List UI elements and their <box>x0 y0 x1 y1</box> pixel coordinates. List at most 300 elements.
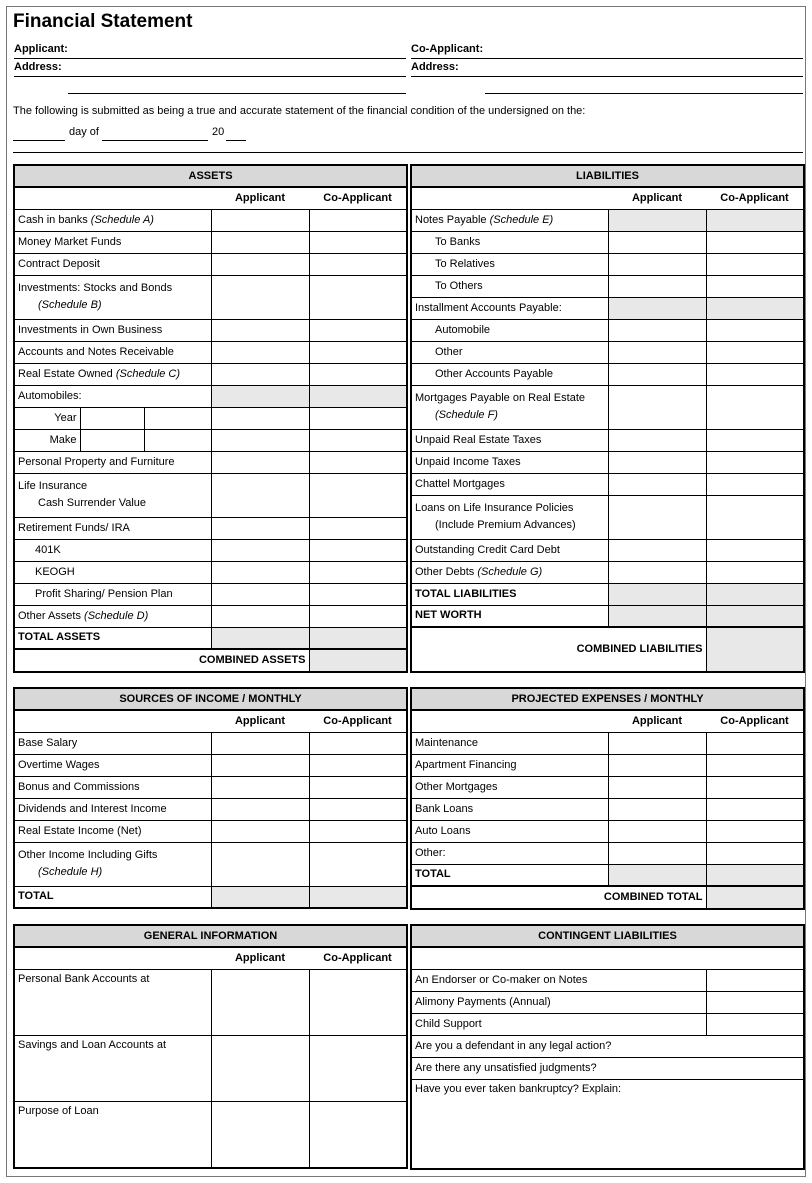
form-label: Contract Deposit <box>14 253 211 275</box>
assets-table <box>13 164 408 673</box>
form-label: (Schedule B) <box>38 299 102 311</box>
entry-cell[interactable] <box>706 842 804 864</box>
entry-cell[interactable] <box>309 842 407 886</box>
form-label: Real Estate Income (Net) <box>14 820 211 842</box>
form-label: 401K <box>14 539 211 561</box>
entry-cell[interactable] <box>211 429 309 451</box>
table-row <box>14 363 407 385</box>
form-label: Personal Property and Furniture <box>14 451 211 473</box>
entry-cell[interactable] <box>608 341 706 363</box>
label-cell <box>14 947 211 969</box>
form-label: Co-Applicant <box>706 187 804 209</box>
entry-cell[interactable] <box>608 776 706 798</box>
form-label: Maintenance <box>411 732 608 754</box>
form-label: Personal Bank Accounts at <box>14 969 211 1035</box>
col-applicant: Applicant <box>211 187 309 209</box>
table-row <box>14 451 407 473</box>
entry-cell[interactable] <box>706 969 804 991</box>
statement-text: The following is submitted as being a true and accurate statement of the financial condition of the undersigned on the: <box>13 105 586 117</box>
entry-cell[interactable] <box>309 583 407 605</box>
entry-cell[interactable] <box>608 495 706 539</box>
label-cell <box>14 363 211 385</box>
address-line-2[interactable] <box>68 93 406 94</box>
entry-cell[interactable] <box>211 407 309 429</box>
form-label: (Schedule C) <box>115 367 181 380</box>
total-assets-row <box>14 627 407 649</box>
entry-cell[interactable] <box>211 363 309 385</box>
form-label: Chattel Mortgages <box>411 473 608 495</box>
entry-cell[interactable] <box>608 451 706 473</box>
form-label: Applicant <box>211 947 309 969</box>
entry-cell[interactable] <box>309 561 407 583</box>
table-row <box>14 820 407 842</box>
shaded-cell <box>706 297 804 319</box>
table-row <box>14 732 407 754</box>
applicant-label: Applicant: <box>14 43 68 55</box>
entry-cell[interactable] <box>211 451 309 473</box>
form-label: (Schedule A) <box>90 213 154 226</box>
header-divider <box>13 152 803 153</box>
form-label: Dividends and Interest Income <box>14 798 211 820</box>
entry-cell[interactable] <box>706 732 804 754</box>
form-label: Are you a defendant in any legal action? <box>411 1035 804 1057</box>
entry-cell[interactable] <box>608 561 706 583</box>
entry-cell[interactable] <box>211 275 309 319</box>
income-table <box>13 687 408 909</box>
form-label: Alimony Payments (Annual) <box>411 991 706 1013</box>
coaddress-line-2[interactable] <box>485 93 803 94</box>
table-row <box>14 429 407 451</box>
table-row <box>14 969 407 1035</box>
table-row <box>14 1101 407 1168</box>
entry-cell[interactable] <box>211 319 309 341</box>
shaded-cell <box>608 209 706 231</box>
entry-cell[interactable] <box>608 363 706 385</box>
shaded-cell <box>706 627 804 672</box>
label-cell <box>14 605 211 627</box>
entry-cell[interactable] <box>706 820 804 842</box>
entry-cell[interactable] <box>80 429 144 451</box>
shaded-cell <box>608 297 706 319</box>
entry-cell[interactable] <box>309 253 407 275</box>
entry-cell[interactable] <box>309 1035 407 1101</box>
table-row <box>14 605 407 627</box>
label-cell <box>411 495 608 539</box>
entry-cell[interactable] <box>608 842 706 864</box>
entry-cell[interactable] <box>706 495 804 539</box>
form-label: Child Support <box>411 1013 706 1035</box>
form-label: Installment Accounts Payable: <box>411 297 608 319</box>
entry-cell[interactable] <box>706 341 804 363</box>
label-cell <box>14 275 211 319</box>
table-row <box>411 473 804 495</box>
form-label: Accounts and Notes Receivable <box>14 341 211 363</box>
coapplicant-line[interactable] <box>411 58 803 59</box>
form-label: (Schedule G) <box>477 565 543 578</box>
table-row <box>14 1035 407 1101</box>
form-label: Real Estate Owned <box>18 367 113 380</box>
entry-cell[interactable] <box>211 732 309 754</box>
entry-cell[interactable] <box>608 253 706 275</box>
entry-cell[interactable] <box>211 754 309 776</box>
form-label: Bonus and Commissions <box>14 776 211 798</box>
label-cell <box>411 561 608 583</box>
total-liabilities-row <box>411 583 804 605</box>
form-label: COMBINED TOTAL <box>411 886 706 909</box>
shaded-cell <box>211 385 309 407</box>
form-label: Outstanding Credit Card Debt <box>411 539 608 561</box>
table-row <box>14 583 407 605</box>
entry-cell[interactable] <box>706 798 804 820</box>
entry-cell[interactable] <box>309 732 407 754</box>
label-cell <box>411 710 608 732</box>
contingent-title: CONTINGENT LIABILITIES <box>411 925 804 947</box>
entry-cell[interactable] <box>706 231 804 253</box>
form-label: Other <box>411 341 608 363</box>
entry-cell[interactable] <box>608 231 706 253</box>
form-label: (Include Premium Advances) <box>435 519 576 531</box>
form-label: Profit Sharing/ Pension Plan <box>14 583 211 605</box>
table-row <box>411 842 804 864</box>
form-label: Base Salary <box>14 732 211 754</box>
entry-cell[interactable] <box>608 385 706 429</box>
form-label: TOTAL <box>14 886 211 908</box>
form-label: Year <box>14 407 80 429</box>
table-row <box>14 209 407 231</box>
entry-cell[interactable] <box>211 583 309 605</box>
shaded-cell <box>706 583 804 605</box>
form-label: Other Assets <box>18 609 81 622</box>
form-label: Automobiles: <box>14 385 211 407</box>
shaded-cell <box>608 605 706 627</box>
form-label: Savings and Loan Accounts at <box>14 1035 211 1101</box>
form-label: Bank Loans <box>411 798 608 820</box>
entry-cell[interactable] <box>706 754 804 776</box>
entry-cell[interactable] <box>706 776 804 798</box>
entry-cell[interactable] <box>211 842 309 886</box>
entry-cell[interactable] <box>608 319 706 341</box>
day-line[interactable] <box>13 140 65 141</box>
table-row <box>411 1079 804 1169</box>
table-row <box>411 798 804 820</box>
entry-cell[interactable] <box>309 798 407 820</box>
form-label: COMBINED LIABILITIES <box>411 627 706 672</box>
shaded-cell <box>211 886 309 908</box>
entry-cell[interactable] <box>706 991 804 1013</box>
form-label: Applicant <box>608 710 706 732</box>
table-row <box>14 341 407 363</box>
form-label: Investments: Stocks and Bonds <box>18 282 173 294</box>
shaded-cell <box>706 209 804 231</box>
entry-cell[interactable] <box>309 209 407 231</box>
entry-cell[interactable] <box>309 754 407 776</box>
entry-cell[interactable] <box>608 473 706 495</box>
form-label: Unpaid Real Estate Taxes <box>411 429 608 451</box>
month-line[interactable] <box>102 140 208 141</box>
form-label: Mortgages Payable on Real Estate <box>415 392 585 404</box>
combined-assets-row <box>14 649 407 672</box>
contingent-table <box>410 924 805 1170</box>
label-cell <box>411 947 804 969</box>
form-label: Cash Surrender Value <box>38 497 147 509</box>
table-row <box>14 798 407 820</box>
entry-cell[interactable] <box>309 605 407 627</box>
label-cell <box>14 710 211 732</box>
form-label: To Banks <box>411 231 608 253</box>
entry-cell[interactable] <box>309 1101 407 1168</box>
entry-cell[interactable] <box>309 473 407 517</box>
table-row <box>411 754 804 776</box>
form-label: Purpose of Loan <box>14 1101 211 1168</box>
form-label: Other Accounts Payable <box>411 363 608 385</box>
form-label: Life Insurance <box>18 480 88 492</box>
col-coapplicant: Co-Applicant <box>309 187 407 209</box>
entry-cell[interactable] <box>706 253 804 275</box>
form-label: Other Income Including Gifts <box>18 849 158 861</box>
form-label: (Schedule D) <box>84 609 149 622</box>
entry-cell[interactable] <box>211 253 309 275</box>
address-label: Address: <box>14 61 62 73</box>
shaded-cell <box>211 627 309 649</box>
form-label: Are there any unsatisfied judgments? <box>411 1057 804 1079</box>
entry-cell[interactable] <box>608 798 706 820</box>
shaded-cell <box>309 649 407 672</box>
entry-cell[interactable] <box>309 341 407 363</box>
form-label: (Schedule F) <box>435 409 498 421</box>
entry-cell[interactable] <box>211 969 309 1035</box>
entry-cell[interactable] <box>309 319 407 341</box>
table-row <box>14 231 407 253</box>
entry-cell[interactable] <box>211 341 309 363</box>
form-label: TOTAL LIABILITIES <box>411 583 608 605</box>
label-cell <box>14 842 211 886</box>
entry-cell[interactable] <box>309 539 407 561</box>
year-line[interactable] <box>226 140 246 141</box>
liabilities-title: LIABILITIES <box>411 165 804 187</box>
table-row <box>14 407 407 429</box>
table-row <box>411 539 804 561</box>
page-title: Financial Statement <box>13 11 193 32</box>
table-row <box>411 297 804 319</box>
form-label: Co-Applicant <box>309 947 407 969</box>
shaded-cell <box>706 864 804 886</box>
label-cell <box>411 385 608 429</box>
table-row <box>411 275 804 297</box>
table-row <box>14 253 407 275</box>
form-label: Other Debts <box>415 565 475 578</box>
table-row <box>411 732 804 754</box>
entry-cell[interactable] <box>608 539 706 561</box>
entry-cell[interactable] <box>706 385 804 429</box>
day-of-text: day of <box>69 126 99 138</box>
table-row <box>411 1035 804 1057</box>
liabilities-table <box>410 164 805 673</box>
entry-cell[interactable] <box>706 539 804 561</box>
entry-cell[interactable] <box>706 561 804 583</box>
assets-title: ASSETS <box>14 165 407 187</box>
entry-cell[interactable] <box>706 429 804 451</box>
label-cell <box>411 209 608 231</box>
table-row <box>14 539 407 561</box>
form-label: (Schedule E) <box>489 213 554 226</box>
label-cell <box>411 187 608 209</box>
entry-cell[interactable] <box>211 231 309 253</box>
entry-cell[interactable] <box>211 798 309 820</box>
form-label: TOTAL ASSETS <box>14 627 211 649</box>
table-row <box>14 517 407 539</box>
shaded-cell <box>309 886 407 908</box>
entry-cell[interactable] <box>706 1013 804 1035</box>
entry-cell[interactable] <box>144 407 211 429</box>
entry-cell[interactable] <box>309 451 407 473</box>
entry-cell[interactable] <box>706 451 804 473</box>
income-total-row <box>14 886 407 908</box>
form-label: Retirement Funds/ IRA <box>14 517 211 539</box>
entry-cell[interactable] <box>211 539 309 561</box>
form-label: Apartment Financing <box>411 754 608 776</box>
shaded-cell <box>608 864 706 886</box>
coapplicant-label: Co-Applicant: <box>411 43 484 55</box>
entry-cell[interactable] <box>309 969 407 1035</box>
shaded-cell <box>608 583 706 605</box>
form-label: Cash in banks <box>18 213 88 226</box>
applicant-line[interactable] <box>14 58 406 59</box>
form-label: Co-Applicant <box>309 710 407 732</box>
form-label: To Relatives <box>411 253 608 275</box>
form-label: Co-Applicant <box>706 710 804 732</box>
income-title: SOURCES OF INCOME / MONTHLY <box>14 688 407 710</box>
table-row <box>14 473 407 517</box>
table-row <box>411 209 804 231</box>
form-label: TOTAL <box>411 864 608 886</box>
table-row <box>14 842 407 886</box>
form-label: Have you ever taken bankruptcy? Explain: <box>411 1079 804 1169</box>
form-label: Make <box>14 429 80 451</box>
expenses-table <box>410 687 805 910</box>
form-label: Other Mortgages <box>411 776 608 798</box>
form-label: NET WORTH <box>411 605 608 627</box>
entry-cell[interactable] <box>608 754 706 776</box>
table-row <box>411 231 804 253</box>
entry-cell[interactable] <box>706 363 804 385</box>
table-row <box>411 429 804 451</box>
form-label: Automobile <box>411 319 608 341</box>
form-label: To Others <box>411 275 608 297</box>
table-row <box>411 451 804 473</box>
form-label: Unpaid Income Taxes <box>411 451 608 473</box>
entry-cell[interactable] <box>706 275 804 297</box>
table-row <box>14 561 407 583</box>
table-row <box>411 253 804 275</box>
form-label: Investments in Own Business <box>14 319 211 341</box>
year-prefix: 20 <box>212 126 225 138</box>
table-row <box>411 1057 804 1079</box>
coaddress-label: Address: <box>411 61 459 73</box>
entry-cell[interactable] <box>309 363 407 385</box>
form-label: Auto Loans <box>411 820 608 842</box>
entry-cell[interactable] <box>211 776 309 798</box>
form-label: Overtime Wages <box>14 754 211 776</box>
combined-total-row <box>411 886 804 909</box>
form-label: Loans on Life Insurance Policies <box>415 502 574 514</box>
entry-cell[interactable] <box>309 517 407 539</box>
entry-cell[interactable] <box>309 429 407 451</box>
entry-cell[interactable] <box>211 473 309 517</box>
table-row <box>411 969 804 991</box>
entry-cell[interactable] <box>211 1101 309 1168</box>
general-title: GENERAL INFORMATION <box>14 925 407 947</box>
form-label: An Endorser or Co-maker on Notes <box>411 969 706 991</box>
table-row <box>411 820 804 842</box>
table-row <box>411 319 804 341</box>
entry-cell[interactable] <box>144 429 211 451</box>
entry-cell[interactable] <box>706 473 804 495</box>
entry-cell[interactable] <box>309 820 407 842</box>
entry-cell[interactable] <box>211 1035 309 1101</box>
table-row <box>411 991 804 1013</box>
entry-cell[interactable] <box>309 407 407 429</box>
table-row <box>411 1013 804 1035</box>
form-label: (Schedule H) <box>38 866 103 878</box>
form-label: Money Market Funds <box>14 231 211 253</box>
form-label: COMBINED ASSETS <box>14 649 309 672</box>
entry-cell[interactable] <box>211 209 309 231</box>
entry-cell[interactable] <box>309 776 407 798</box>
entry-cell[interactable] <box>608 820 706 842</box>
form-label: Applicant <box>608 187 706 209</box>
form-label: Notes Payable <box>415 213 487 226</box>
entry-cell[interactable] <box>309 231 407 253</box>
shaded-cell <box>706 886 804 909</box>
table-row <box>14 385 407 407</box>
table-row <box>411 776 804 798</box>
entry-cell[interactable] <box>211 561 309 583</box>
net-worth-row <box>411 605 804 627</box>
expenses-title: PROJECTED EXPENSES / MONTHLY <box>411 688 804 710</box>
form-label: KEOGH <box>14 561 211 583</box>
table-row <box>411 495 804 539</box>
table-row <box>411 363 804 385</box>
entry-cell[interactable] <box>706 319 804 341</box>
table-row <box>411 341 804 363</box>
entry-cell[interactable] <box>309 275 407 319</box>
coaddress-line-1[interactable] <box>411 76 803 77</box>
form-label: Other: <box>411 842 608 864</box>
address-line-1[interactable] <box>14 76 406 77</box>
table-row <box>14 754 407 776</box>
form-label: Applicant <box>211 710 309 732</box>
entry-cell[interactable] <box>608 732 706 754</box>
combined-liabilities-row <box>411 627 804 672</box>
shaded-cell <box>706 605 804 627</box>
table-row <box>14 319 407 341</box>
label-cell <box>14 473 211 517</box>
entry-cell[interactable] <box>211 517 309 539</box>
table-row <box>14 275 407 319</box>
table-row <box>14 776 407 798</box>
entry-cell[interactable] <box>608 275 706 297</box>
entry-cell[interactable] <box>608 429 706 451</box>
table-row <box>411 561 804 583</box>
shaded-cell <box>309 627 407 649</box>
shaded-cell <box>309 385 407 407</box>
expenses-total-row <box>411 864 804 886</box>
entry-cell[interactable] <box>211 820 309 842</box>
entry-cell[interactable] <box>211 605 309 627</box>
general-table <box>13 924 408 1169</box>
entry-cell[interactable] <box>80 407 144 429</box>
label-cell <box>14 209 211 231</box>
